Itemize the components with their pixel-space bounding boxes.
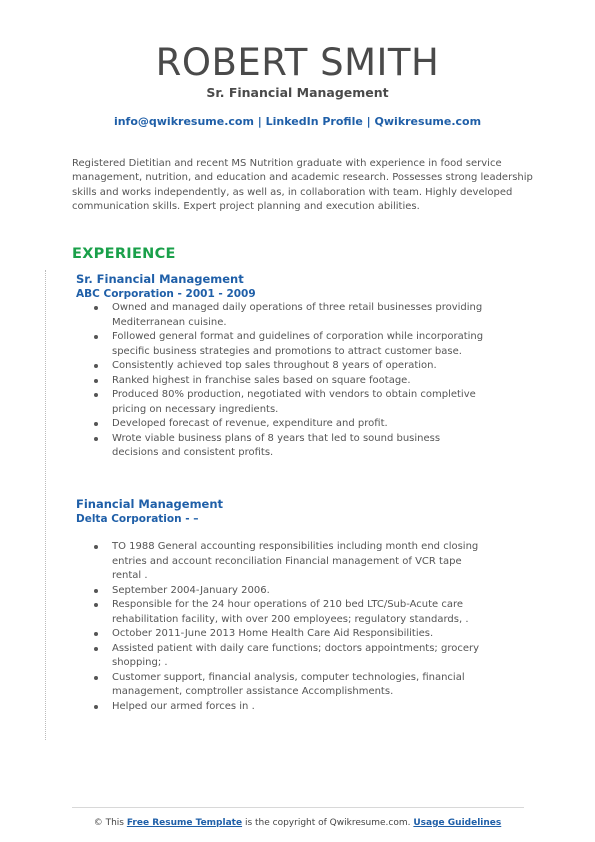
candidate-title: Sr. Financial Management bbox=[206, 85, 389, 100]
footer-copyright-text: is the copyright of Qwikresume.com. bbox=[244, 818, 411, 828]
linkedin-link[interactable]: LinkedIn Profile bbox=[265, 115, 363, 128]
bullet-item: Ranked highest in franchise sales based on square footage. bbox=[76, 374, 516, 389]
bullet-item: Customer support, financial analysis, computer technologies, financial management, comptroller assistance Accomplishments. bbox=[76, 671, 516, 700]
bullet-item: October 2011-June 2013 Home Health Care Aid Responsibilities. bbox=[76, 627, 516, 642]
contact-separator: | bbox=[257, 115, 262, 128]
job-company: ABC Corporation - 2001 - 2009 bbox=[76, 288, 256, 300]
bullet-item: TO 1988 General accounting responsibilities including month end closing entries and account reconciliation Financial management of VCR tape rental . bbox=[76, 540, 516, 584]
job-entry bbox=[76, 497, 516, 714]
job-title: Sr. Financial Management bbox=[76, 272, 244, 286]
summary-paragraph: Registered Dietitian and recent MS Nutrition graduate with experience in food service management, nutrition, and education and academic research. Possesses strong leadership skills and works independently, as well as, in collaboration with team. Highly developed communication skills. Expert project planning and execution abilities. bbox=[72, 158, 533, 212]
bullet-item: September 2004-January 2006. bbox=[76, 584, 516, 599]
bullet-item: Helped our armed forces in . bbox=[76, 700, 516, 715]
contact-line bbox=[0, 115, 595, 128]
bullet-item: Owned and managed daily operations of three retail businesses providing Mediterranean cuisine. bbox=[76, 301, 516, 330]
website-link[interactable]: Qwikresume.com bbox=[374, 115, 482, 128]
job-company: Delta Corporation - – bbox=[76, 513, 199, 525]
email-link[interactable]: info@qwikresume.com bbox=[113, 115, 254, 128]
footer-divider bbox=[72, 807, 524, 808]
job-bullets bbox=[76, 301, 516, 461]
job-title: Financial Management bbox=[76, 497, 224, 511]
bullet-item: Wrote viable business plans of 8 years that led to sound business decisions and consistent profits. bbox=[76, 432, 516, 461]
footer-prefix: © This bbox=[93, 818, 124, 828]
job-bullets bbox=[76, 540, 516, 714]
bullet-item: Consistently achieved top sales throughout 8 years of operation. bbox=[76, 359, 516, 374]
experience-heading: EXPERIENCE bbox=[72, 246, 176, 262]
free-resume-template-link[interactable]: Free Resume Template bbox=[126, 818, 243, 828]
timeline-divider bbox=[45, 270, 46, 740]
bullet-item: Followed general format and guidelines of corporation while incorporating specific business strategies and promotions to attract customer base. bbox=[76, 330, 516, 359]
bullet-item: Assisted patient with daily care functions; doctors appointments; grocery shopping; . bbox=[76, 642, 516, 671]
usage-guidelines-link[interactable]: Usage Guidelines bbox=[413, 818, 502, 828]
bullet-item: Responsible for the 24 hour operations of 210 bed LTC/Sub-Acute care rehabilitation facility, with over 200 employees; regulatory standards, . bbox=[76, 598, 516, 627]
bullet-item: Developed forecast of revenue, expenditure and profit. bbox=[76, 417, 516, 432]
footer bbox=[0, 818, 595, 828]
job-entry bbox=[76, 272, 516, 461]
candidate-name: ROBERT SMITH bbox=[155, 41, 440, 84]
bullet-item: Produced 80% production, negotiated with vendors to obtain completive pricing on necessary ingredients. bbox=[76, 388, 516, 417]
contact-separator: | bbox=[366, 115, 371, 128]
